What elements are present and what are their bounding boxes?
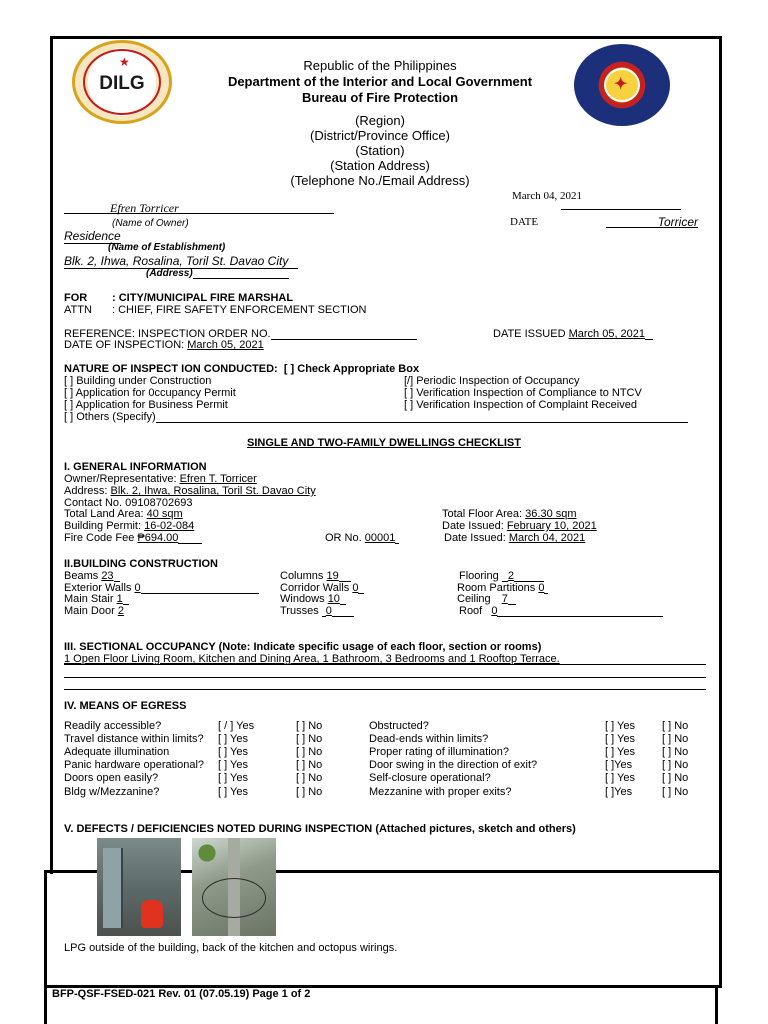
fee-label: Fire Code Fee: [64, 532, 135, 544]
egress-right-no-0[interactable]: [ ] No: [662, 720, 689, 732]
columns-value: 19: [326, 570, 339, 582]
ext-walls-value: 0: [134, 582, 141, 594]
trusses-value: 0: [325, 605, 332, 617]
ceiling-row: [457, 593, 516, 605]
room-partitions-value: 0: [538, 582, 545, 594]
permit-row: [64, 520, 194, 532]
flooring-value: 2: [507, 570, 514, 582]
nature-title-row: [64, 363, 419, 375]
lpg-photo-shelf: [103, 848, 123, 928]
nature-option-3[interactable]: [ ] Application for Business Permit: [64, 399, 228, 411]
stair-line: [123, 594, 129, 605]
permit-date-label: Date Issued:: [442, 520, 504, 532]
republic-line: Republic of the Philippines: [303, 58, 457, 73]
defects-title-row: [64, 823, 576, 835]
region-line: (Region): [355, 113, 405, 128]
egress-right-no-1[interactable]: [ ] No: [662, 733, 689, 745]
form-code: BFP-QSF-FSED-021 Rev. 01 (07.05.19) Page 1 of 2: [52, 988, 311, 1000]
egress-left-yes-5[interactable]: [ ] Yes: [218, 786, 248, 798]
defects-note: (Attached pictures, sketch and others): [375, 823, 576, 835]
roof-value: 0: [491, 605, 498, 617]
wiring-photo-foliage: [192, 838, 222, 868]
flooring-label: Flooring: [459, 570, 499, 582]
egress-right-label-1: Dead-ends within limits?: [369, 733, 489, 745]
egress-right-yes-3[interactable]: [ ]Yes: [605, 759, 633, 771]
letter-date: March 04, 2021: [512, 190, 582, 202]
floor-area-label: Total Floor Area:: [442, 508, 523, 520]
egress-right-no-4[interactable]: [ ] No: [662, 772, 689, 784]
windows-value: 10: [327, 593, 340, 605]
address-caption: (Address): [146, 268, 193, 279]
egress-left-label-3: Panic hardware operational?: [64, 759, 205, 771]
room-partitions-line: [544, 583, 548, 594]
corridor-label: Corridor Walls: [280, 582, 350, 594]
owner-line: [64, 201, 334, 214]
floor-area-row: [442, 508, 577, 520]
stair-label: Main Stair: [64, 593, 114, 605]
or-label: OR No.: [325, 532, 362, 544]
stair-row: [64, 593, 129, 605]
fee-row: [64, 532, 202, 544]
egress-right-label-2: Proper rating of illumination?: [369, 746, 510, 758]
ceiling-label: Ceiling: [457, 593, 491, 605]
door-value: 2: [117, 605, 124, 617]
date-issued-row: [493, 328, 653, 340]
or-value: 00001: [364, 532, 396, 544]
sectional-title-row: [64, 641, 541, 653]
inspection-date-label: DATE OF INSPECTION:: [64, 339, 185, 351]
sectional-line-2: [64, 666, 706, 678]
nature-option-6[interactable]: [ ] Verification Inspection of Compliance to NTCV: [404, 387, 642, 399]
address-caption-wrap: [146, 268, 289, 279]
reference-line: [271, 329, 417, 340]
corridor-line: [358, 583, 364, 594]
bureau-line: Bureau of Fire Protection: [301, 90, 459, 105]
date-line-top: [561, 200, 681, 210]
fee-date-value: March 04, 2021: [508, 532, 586, 544]
telephone-line: (Telephone No./Email Address): [290, 173, 470, 188]
egress-left-yes-0[interactable]: [ / ] Yes: [218, 720, 255, 732]
ceiling-line: [508, 594, 516, 605]
egress-right-label-5: Mezzanine with proper exits?: [369, 786, 512, 798]
beams-line: [114, 571, 120, 582]
roof-row: [459, 605, 663, 617]
date-label: DATE: [510, 216, 539, 228]
nature-instruction: [ ] Check Appropriate Box: [283, 363, 420, 375]
department-line: Department of the Interior and Local Government: [227, 74, 533, 89]
egress-left-no-3[interactable]: [ ] No: [296, 759, 323, 771]
station-address-line: (Station Address): [330, 158, 430, 173]
owner-name: Efren Torricer: [110, 201, 179, 215]
general-title: I. GENERAL INFORMATION: [64, 461, 207, 473]
roof-line: [497, 606, 663, 617]
wiring-photo-wires: [202, 878, 266, 918]
defects-title: V. DEFECTS / DEFICIENCIES NOTED DURING INSPECTION: [64, 823, 373, 835]
star-icon: ★: [119, 55, 130, 69]
egress-right-yes-5[interactable]: [ ]Yes: [605, 786, 633, 798]
columns-label: Columns: [280, 570, 324, 582]
inspection-date-value: March 05, 2021: [187, 339, 264, 351]
or-row: [325, 532, 399, 544]
sectional-value: 1 Open Floor Living Room, Kitchen and Dining Area, 1 Bathroom, 3 Bedrooms and 1 Rooftop Terrace.: [64, 653, 560, 665]
date-issued-value: March 05, 2021: [568, 328, 646, 340]
windows-row: [280, 593, 346, 605]
permit-label: Building Permit:: [64, 520, 142, 532]
stair-value: 1: [116, 593, 123, 605]
general-address-label: Address:: [64, 485, 108, 497]
station-line: (Station): [355, 143, 405, 158]
egress-left-label-4: Doors open easily?: [64, 772, 159, 784]
dilg-logo-text: DILG: [99, 73, 145, 94]
general-owner-row: [64, 473, 257, 485]
permit-date-row: [442, 520, 597, 532]
date-signature: Torricer: [657, 215, 698, 229]
permit-date-value: February 10, 2021: [506, 520, 597, 532]
sectional-title: III. SECTIONAL OCCUPANCY (: [64, 641, 223, 653]
for-label: FOR: [64, 292, 88, 304]
establishment-name: Residence: [64, 229, 121, 243]
egress-left-no-1[interactable]: [ ] No: [296, 733, 323, 745]
attn-label: ATTN: [64, 304, 92, 316]
fee-date-label: Date Issued:: [444, 532, 506, 544]
general-owner-label: Owner/Representative:: [64, 473, 177, 485]
sectional-note: Note: Indicate specific usage of each floor, section or rooms): [222, 641, 542, 653]
owner-caption: (Name of Owner): [112, 218, 189, 229]
checklist-title: SINGLE AND TWO-FAMILY DWELLINGS CHECKLIST: [247, 437, 521, 449]
floor-area-value: 36.30 sqm: [525, 508, 577, 520]
egress-right-yes-0[interactable]: [ ] Yes: [605, 720, 635, 732]
date-issued-line: [645, 329, 653, 340]
address-value: Blk. 2, Ihwa, Rosalina, Toril St. Davao City: [64, 254, 298, 269]
egress-left-no-2[interactable]: [ ] No: [296, 746, 323, 758]
district-line: (District/Province Office): [310, 128, 450, 143]
date-issued-label: DATE ISSUED: [493, 328, 566, 340]
corridor-value: 0: [352, 582, 359, 594]
construction-title: II.BUILDING CONSTRUCTION: [64, 558, 218, 570]
general-address-row: [64, 485, 316, 497]
lpg-tank-icon: [141, 900, 163, 928]
egress-right-no-5[interactable]: [ ] No: [662, 786, 689, 798]
right-rule: [715, 988, 718, 1024]
general-contact-value: 09108702693: [125, 497, 193, 509]
nature-option-5[interactable]: [/] Periodic Inspection of Occupancy: [404, 375, 580, 387]
egress-title: IV. MEANS OF EGRESS: [64, 700, 187, 712]
egress-right-label-3: Door swing in the direction of exit?: [369, 759, 538, 771]
general-contact-label: Contact No.: [64, 497, 123, 509]
left-rule: [44, 988, 47, 1024]
windows-label: Windows: [280, 593, 325, 605]
sectional-line-1: [64, 653, 706, 665]
door-label: Main Door: [64, 605, 115, 617]
dilg-logo: [72, 40, 172, 124]
fee-value: ₱694.00: [137, 532, 179, 544]
land-area-value: 40 sqm: [146, 508, 183, 520]
lpg-photo: [97, 838, 181, 936]
egress-right-yes-2[interactable]: [ ] Yes: [605, 746, 635, 758]
nature-title: NATURE OF INSPECT ION CONDUCTED:: [64, 363, 278, 375]
nature-option-4[interactable]: [ ] Others (Specify): [64, 411, 156, 423]
egress-right-no-2[interactable]: [ ] No: [662, 746, 689, 758]
nature-option-2[interactable]: [ ] Application for 0ccupancy Permit: [64, 387, 236, 399]
nature-option-7[interactable]: [ ] Verification Inspection of Complaint Received: [404, 399, 637, 411]
or-line: [395, 533, 399, 544]
trusses-row: [280, 605, 354, 617]
egress-right-no-3[interactable]: [ ] No: [662, 759, 689, 771]
date-signature-line: [606, 215, 698, 228]
defects-caption: LPG outside of the building, back of the kitchen and octopus wirings.: [64, 942, 398, 954]
windows-line: [340, 594, 346, 605]
egress-left-no-5[interactable]: [ ] No: [296, 786, 323, 798]
others-line: [156, 412, 688, 423]
ext-walls-line: [141, 583, 259, 594]
for-value: : CITY/MUNICIPAL FIRE MARSHAL: [112, 292, 294, 304]
egress-left-no-4[interactable]: [ ] No: [296, 772, 323, 784]
flame-icon: ✦: [614, 76, 628, 93]
beams-row: [64, 570, 120, 582]
ext-walls-label: Exterior Walls: [64, 582, 132, 594]
fee-date-row: [444, 532, 585, 544]
permit-value: 16-02-084: [144, 520, 195, 532]
ceiling-value: 7: [501, 593, 508, 605]
egress-left-label-1: Travel distance within limits?: [64, 733, 204, 745]
egress-left-no-0[interactable]: [ ] No: [296, 720, 323, 732]
land-area-row: [64, 508, 183, 520]
egress-left-yes-1[interactable]: [ ] Yes: [218, 733, 248, 745]
general-address-value: Blk. 2, Ihwa, Rosalina, Toril St. Davao City: [110, 485, 316, 497]
egress-left-yes-2[interactable]: [ ] Yes: [218, 746, 248, 758]
egress-left-label-2: Adequate illumination: [64, 746, 170, 758]
sectional-line-3: [64, 678, 706, 690]
room-partitions-label: Room Partitions: [457, 582, 536, 594]
beams-label: Beams: [64, 570, 99, 582]
egress-left-yes-4[interactable]: [ ] Yes: [218, 772, 248, 784]
reference-label: REFERENCE: INSPECTION ORDER NO.: [64, 328, 271, 340]
nature-option-1[interactable]: [ ] Building under Construction: [64, 375, 212, 387]
general-owner-value: Efren T. Torricer: [179, 473, 257, 485]
nature-option-others-row: [64, 411, 688, 423]
roof-label: Roof: [459, 605, 483, 617]
egress-right-yes-4[interactable]: [ ] Yes: [605, 772, 635, 784]
egress-left-yes-3[interactable]: [ ] Yes: [218, 759, 248, 771]
columns-row: [280, 570, 351, 582]
land-area-label: Total Land Area:: [64, 508, 144, 520]
bfp-logo: [574, 44, 670, 126]
beams-value: 23: [101, 570, 114, 582]
attn-value: : CHIEF, FIRE SAFETY ENFORCEMENT SECTION: [112, 304, 367, 316]
fee-line: [178, 533, 202, 544]
trusses-label: Trusses: [280, 605, 319, 617]
egress-right-yes-1[interactable]: [ ] Yes: [605, 733, 635, 745]
flooring-row: [459, 570, 544, 582]
trusses-line: [332, 606, 354, 617]
egress-right-label-0: Obstructed?: [369, 720, 429, 732]
columns-line: [339, 571, 351, 582]
door-row: [64, 605, 124, 617]
egress-left-label-0: Readily accessible?: [64, 720, 162, 732]
address-caption-line: [193, 278, 289, 279]
egress-left-label-5: Bldg w/Mezzanine?: [64, 786, 160, 798]
establishment-caption: (Name of Establishment): [108, 242, 226, 253]
flooring-line: [514, 571, 544, 582]
wiring-photo: [192, 838, 276, 936]
inspection-date-row: [64, 339, 264, 351]
egress-right-label-4: Self-closure operational?: [369, 772, 491, 784]
